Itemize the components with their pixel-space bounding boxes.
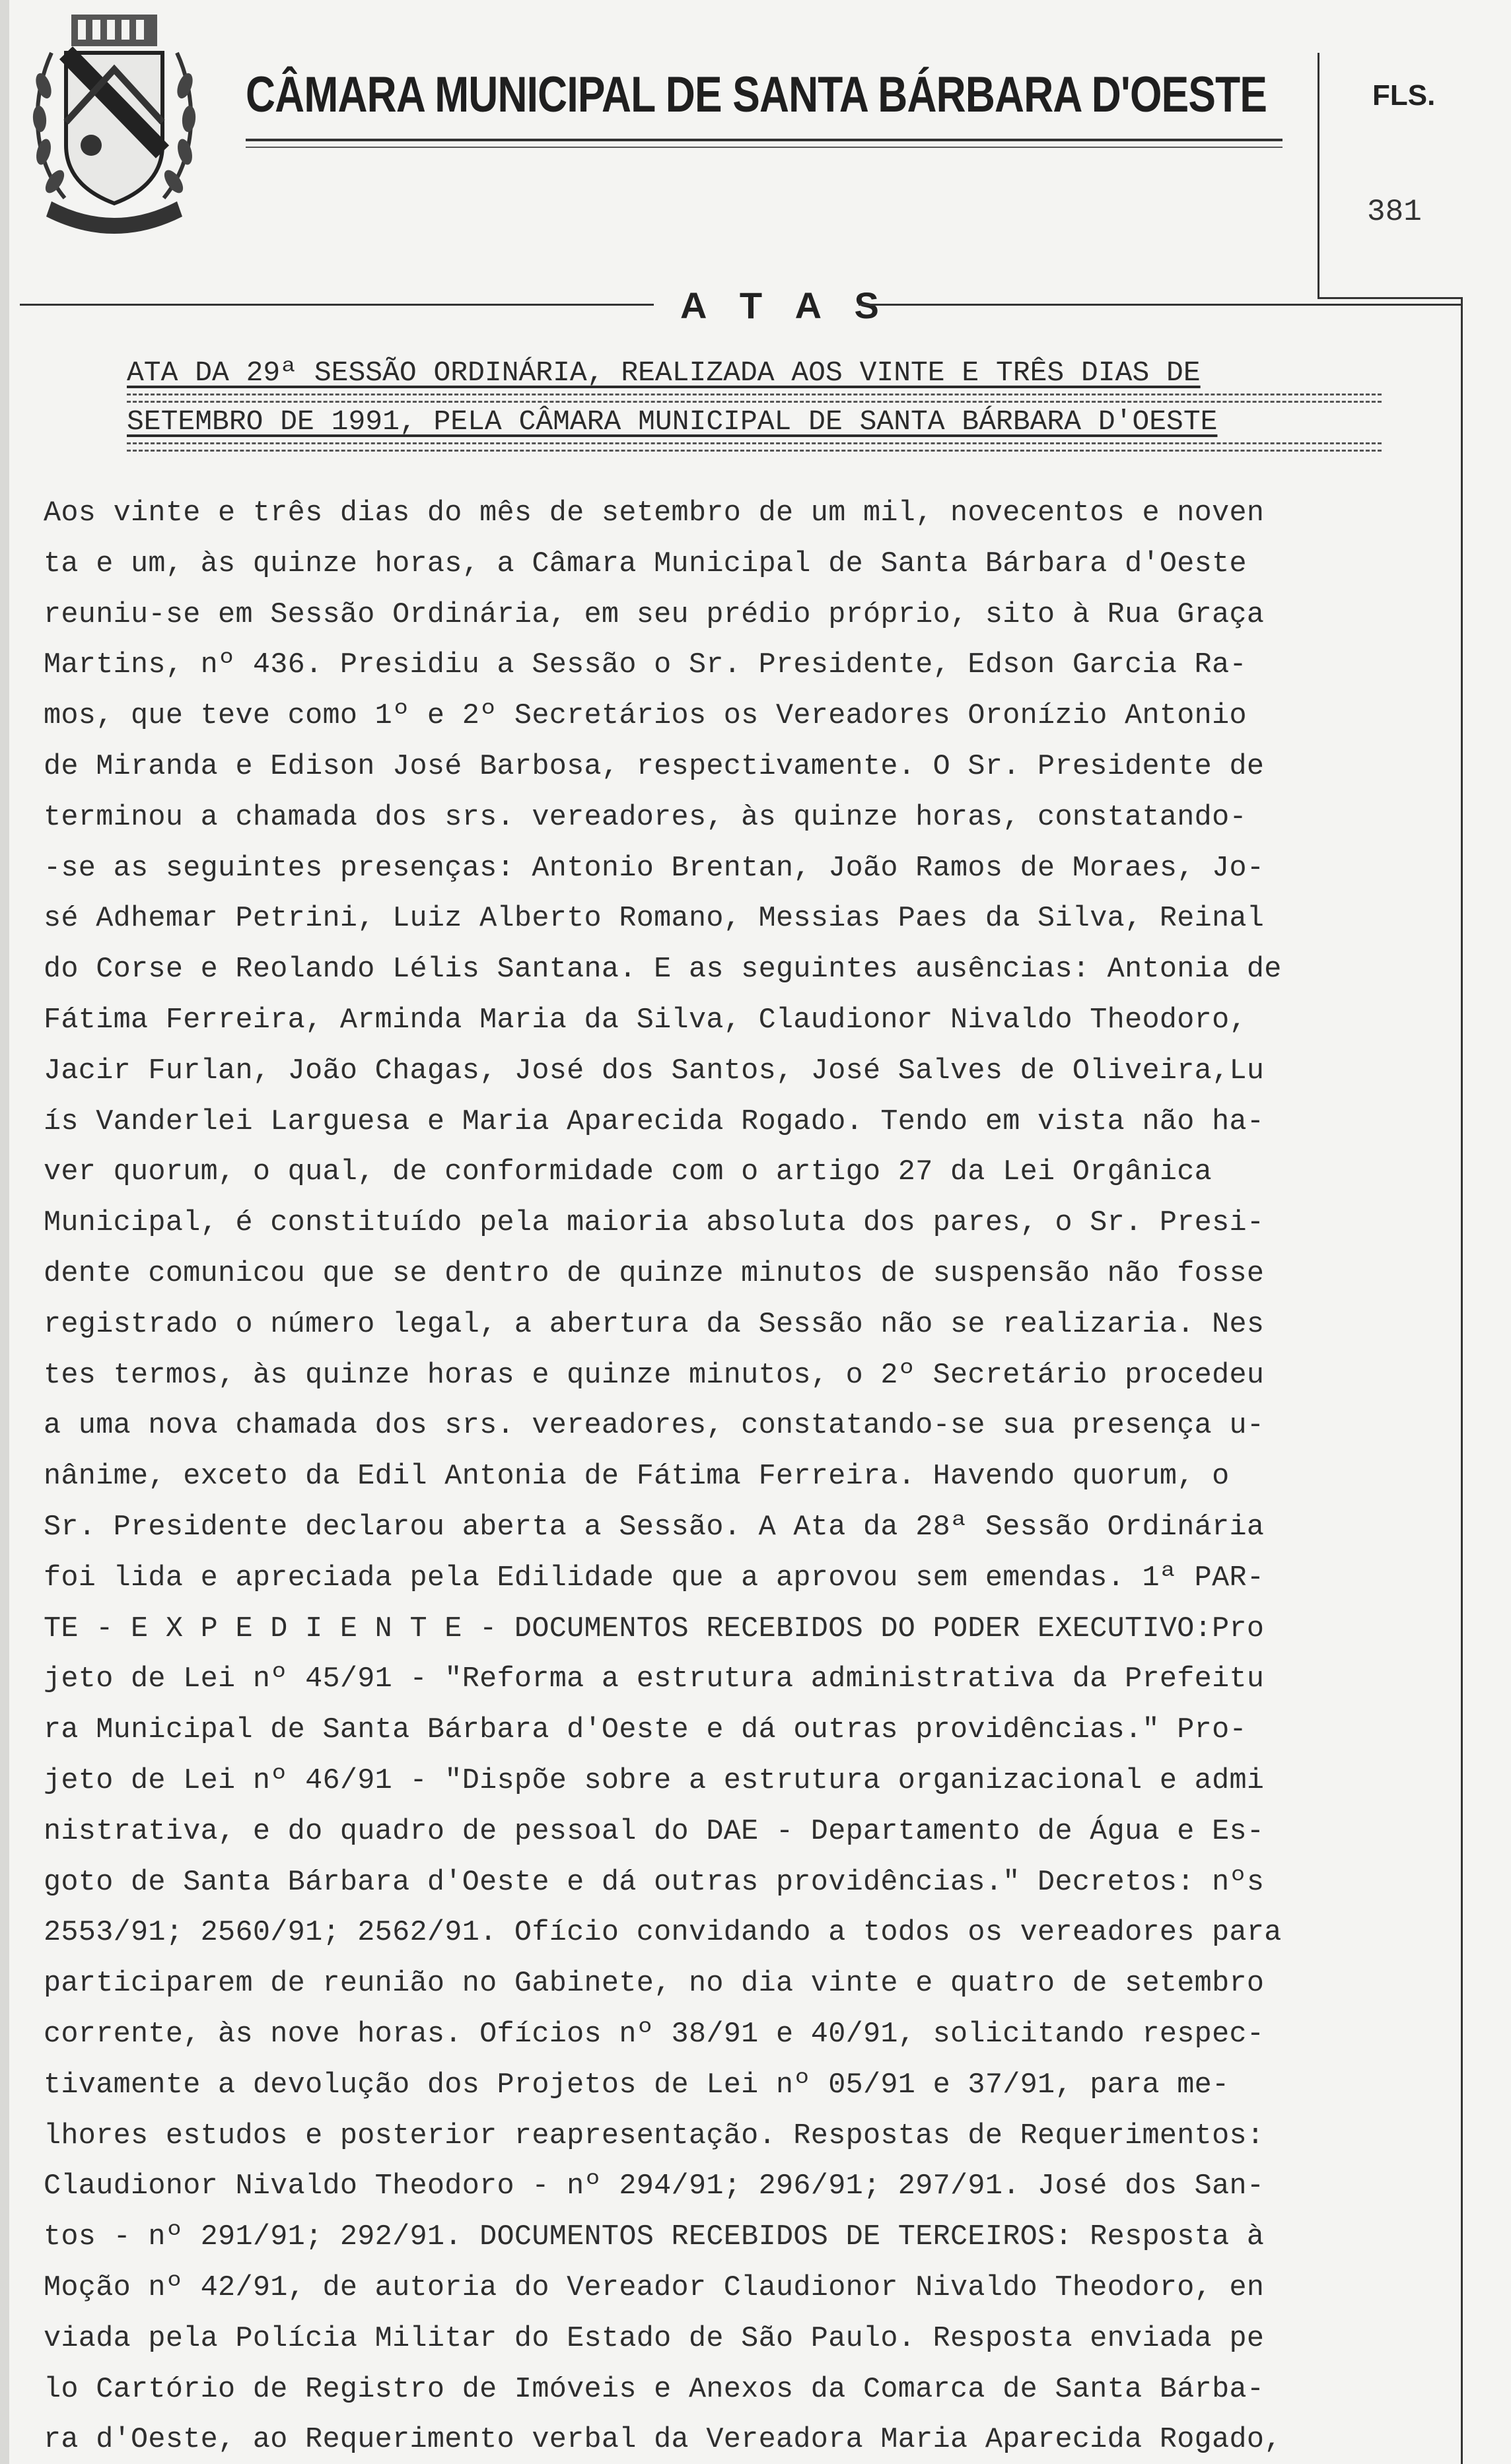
body-line: viada pela Polícia Militar do Estado de São Paulo. Resposta enviada pe (44, 2322, 1265, 2355)
body-line: lhores estudos e posterior reapresentação. Respostas de Requerimentos: (44, 2119, 1265, 2152)
atas-rule-right (859, 304, 1461, 306)
heading-double-rule (127, 394, 1382, 403)
body-line: -se as seguintes presenças: Antonio Brentan, João Ramos de Moraes, Jo- (44, 852, 1265, 885)
atas-rule-left (20, 304, 654, 306)
body-line: ra d'Oeste, ao Requerimento verbal da Vereadora Maria Aparecida Rogado, (44, 2424, 1282, 2457)
body-line: do Corse e Reolando Lélis Santana. E as seguintes ausências: Antonia de (44, 953, 1282, 986)
body-line: Fátima Ferreira, Arminda Maria da Silva, Claudionor Nivaldo Theodoro, (44, 1004, 1247, 1037)
body-line: Jacir Furlan, João Chagas, José dos Santos, José Salves de Oliveira,Lu (44, 1054, 1265, 1087)
page-edge (0, 0, 9, 2464)
body-line: mos, que teve como 1º e 2º Secretários os Vereadores Oronízio Antonio (44, 700, 1247, 733)
body-line: sé Adhemar Petrini, Luiz Alberto Romano, Messias Paes da Silva, Reinal (44, 903, 1265, 936)
municipal-crest-icon (25, 7, 203, 234)
body-line: jeto de Lei nº 46/91 - "Dispõe sobre a estrutura organizacional e admi (44, 1765, 1265, 1797)
body-line: reuniu-se em Sessão Ordinária, em seu prédio próprio, sito à Rua Graça (44, 598, 1265, 631)
heading-double-rule (127, 442, 1382, 452)
body-line: corrente, às nove horas. Ofícios nº 38/91 e 40/91, solicitando respec- (44, 2018, 1265, 2051)
body-line: tes termos, às quinze horas e quinze minutos, o 2º Secretário procedeu (44, 1359, 1265, 1392)
body-line: TE - E X P E D I E N T E - DOCUMENTOS RECEBIDOS DO PODER EXECUTIVO:Pro (44, 1612, 1265, 1645)
body-line: dente comunicou que se dentro de quinze minutos de suspensão não fosse (44, 1258, 1265, 1290)
body-line: ís Vanderlei Larguesa e Maria Aparecida Rogado. Tendo em vista não ha- (44, 1105, 1265, 1138)
page-number: 381 (1367, 195, 1422, 229)
body-line: Municipal, é constituído pela maioria absoluta dos pares, o Sr. Presi- (44, 1207, 1265, 1240)
body-line: nânime, exceto da Edil Antonia de Fátima Ferreira. Havendo quorum, o (44, 1460, 1230, 1493)
header-divider (1318, 53, 1319, 297)
body-line: foi lida e apreciada pela Edilidade que a aprovou sem emendas. 1ª PAR- (44, 1561, 1265, 1594)
fls-label: FLS. (1372, 79, 1436, 112)
body-line: tivamente a devolução dos Projetos de Lei nº 05/91 e 37/91, para me- (44, 2069, 1230, 2102)
frame-top (1318, 297, 1463, 299)
body-line: nistrativa, e do quadro de pessoal do DAE - Departamento de Água e Es- (44, 1815, 1265, 1848)
header-rule-secondary (246, 147, 1283, 148)
body-line: de Miranda e Edison José Barbosa, respectivamente. O Sr. Presidente de (44, 751, 1265, 783)
body-line: registrado o número legal, a abertura da Sessão não se realizaria. Nes (44, 1308, 1265, 1341)
body-line: terminou a chamada dos srs. vereadores, às quinze horas, constatando- (44, 801, 1247, 834)
body-line: Aos vinte e três dias do mês de setembro de um mil, novecentos e noven (44, 497, 1265, 530)
body-line: lo Cartório de Registro de Imóveis e Anexos da Comarca de Santa Bárba- (44, 2373, 1265, 2406)
minutes-heading-line-1: ATA DA 29ª SESSÃO ORDINÁRIA, REALIZADA AOS VINTE E TRÊS DIAS DE (127, 357, 1201, 389)
body-line: participarem de reunião no Gabinete, no dia vinte e quatro de setembro (44, 1968, 1265, 2001)
header-rule (246, 139, 1283, 141)
section-label: A T A S (680, 285, 891, 326)
body-line: a uma nova chamada dos srs. vereadores, constatando-se sua presença u- (44, 1410, 1265, 1443)
body-line: goto de Santa Bárbara d'Oeste e dá outras providências." Decretos: nºs (44, 1866, 1265, 1899)
body-line: Martins, nº 436. Presidiu a Sessão o Sr. Presidente, Edson Garcia Ra- (44, 649, 1247, 682)
body-line: tos - nº 291/91; 292/91. DOCUMENTOS RECEBIDOS DE TERCEIROS: Resposta à (44, 2221, 1265, 2254)
body-line: ta e um, às quinze horas, a Câmara Municipal de Santa Bárbara d'Oeste (44, 547, 1247, 580)
header-title: CÂMARA MUNICIPAL DE SANTA BÁRBARA D'OESTE (246, 67, 1267, 123)
minutes-heading-line-2: SETEMBRO DE 1991, PELA CÂMARA MUNICIPAL DE SANTA BÁRBARA D'OESTE (127, 405, 1218, 438)
body-line: ver quorum, o qual, de conformidade com o artigo 27 da Lei Orgânica (44, 1156, 1212, 1189)
body-line: ra Municipal de Santa Bárbara d'Oeste e dá outras providências." Pro- (44, 1714, 1247, 1747)
body-line: jeto de Lei nº 45/91 - "Reforma a estrutura administrativa da Prefeitu (44, 1663, 1265, 1696)
body-line: 2553/91; 2560/91; 2562/91. Ofício convidando a todos os vereadores para (44, 1917, 1282, 1950)
body-line: Moção nº 42/91, de autoria do Vereador Claudionor Nivaldo Theodoro, en (44, 2272, 1265, 2304)
body-line: Sr. Presidente declarou aberta a Sessão. A Ata da 28ª Sessão Ordinária (44, 1511, 1265, 1544)
body-line: Claudionor Nivaldo Theodoro - nº 294/91; 296/91; 297/91. José dos San- (44, 2170, 1265, 2203)
frame-right (1461, 297, 1463, 2464)
